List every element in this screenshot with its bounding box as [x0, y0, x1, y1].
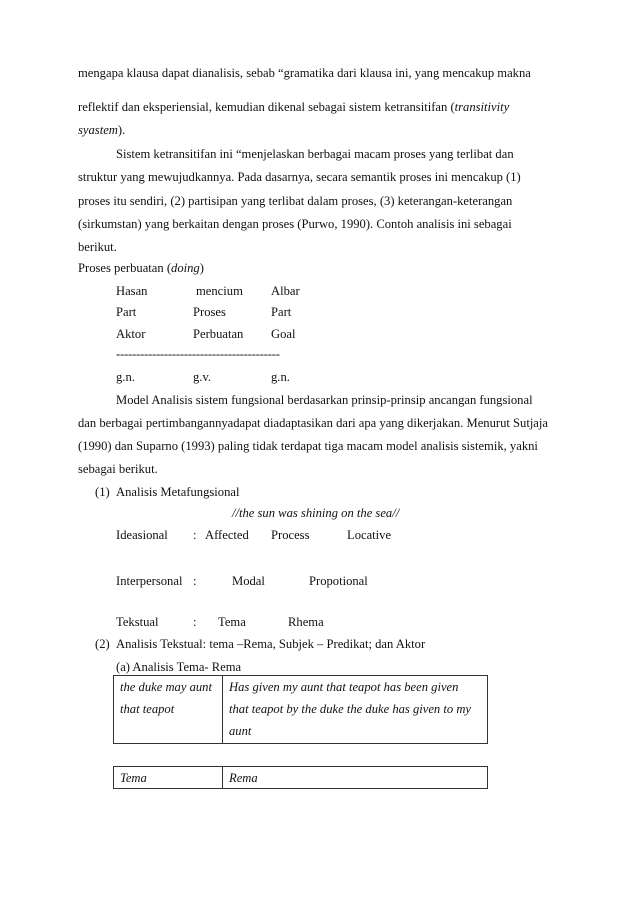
doing-cell: mencium [196, 284, 243, 298]
tema-rema-example-table [113, 675, 488, 744]
meta-cell: Process [271, 528, 310, 542]
para1-line3 [78, 122, 125, 138]
table-cell: that teapot [120, 702, 175, 716]
doing-heading-text: Proses perbuatan ( [78, 261, 172, 275]
list-number: (1) [95, 485, 110, 499]
para1-term-cont: syastem [78, 123, 118, 137]
gloss-cell: g.v. [193, 370, 212, 384]
meta-colon: : [193, 528, 197, 542]
tekstual-subheading: (a) Analisis Tema- Rema [116, 660, 242, 674]
table-divider [222, 767, 223, 788]
gloss-cell: g.n. [271, 370, 290, 384]
para2-line5: berikut. [78, 240, 117, 254]
para1-term: transitivity [454, 100, 510, 114]
tema-rema-label-table [113, 766, 488, 789]
doing-cell: Goal [271, 327, 296, 341]
meta-cell: Modal [232, 574, 265, 588]
meta-label: Tekstual [116, 615, 159, 629]
doing-cell: Hasan [116, 284, 148, 298]
para1-line2-text: reflektif dan eksperiensial, kemudian dikenal sebagai sistem ketransitifan ( [78, 100, 455, 114]
tekstual-title: Analisis Tekstual: tema –Rema, Subjek – Predikat; dan Aktor [116, 637, 426, 651]
meta-cell: Tema [218, 615, 246, 629]
gloss-cell: g.n. [116, 370, 135, 384]
para1-line2 [78, 99, 509, 115]
doing-cell: Part [271, 305, 292, 319]
doing-divider: ----------------------------------------- [116, 347, 280, 361]
doing-cell: Part [116, 305, 137, 319]
doing-cell: Perbuatan [193, 327, 244, 341]
meta-label: Interpersonal [116, 574, 183, 588]
para1-line3-end: ). [117, 123, 126, 137]
para3-line3: (1990) dan Suparno (1993) paling tidak terdapat tiga macam model analisis sistemik, yakni [78, 439, 538, 453]
meta-cell: Locative [347, 528, 392, 542]
para3-line1: Model Analisis sistem fungsional berdasarkan prinsip-prinsip ancangan fungsional [116, 393, 533, 407]
meta-colon: : [193, 615, 197, 629]
meta-cell: Propotional [309, 574, 368, 588]
para2-line3: proses itu sendiri, (2) partisipan yang terlibat dalam proses, (3) keterangan-keterangan [78, 194, 513, 208]
doing-cell: Proses [193, 305, 226, 319]
doing-heading [78, 260, 204, 276]
meta-label: Ideasional [116, 528, 168, 542]
meta-colon: : [193, 574, 197, 588]
meta-cell: Rhema [288, 615, 324, 629]
meta-cell: Affected [205, 528, 249, 542]
meta-example: //the sun was shining on the sea// [232, 506, 400, 520]
doing-cell: Aktor [116, 327, 146, 341]
para3-line2: dan berbagai pertimbangannyadapat diadaptasikan dari apa yang dikerjakan. Menurut Sutjaja [78, 416, 548, 430]
table-cell: aunt [229, 724, 252, 738]
table-divider [222, 676, 223, 743]
table-cell: Rema [229, 771, 258, 785]
meta-title: Analisis Metafungsional [116, 485, 240, 499]
table-cell: Has given my aunt that teapot has been given [229, 680, 459, 694]
para2-line1: Sistem ketransitifan ini “menjelaskan berbagai macam proses yang terlibat dan [116, 147, 514, 161]
table-cell: the duke may aunt [120, 680, 212, 694]
doing-heading-end: ) [199, 261, 204, 275]
table-cell: that teapot by the duke the duke has given to my [229, 702, 472, 716]
para2-line4: (sirkumstan) yang berkaitan dengan proses (Purwo, 1990). Contoh analisis ini sebagai [78, 217, 512, 231]
doing-cell: Albar [271, 284, 300, 298]
para1-line1: mengapa klausa dapat dianalisis, sebab “gramatika dari klausa ini, yang mencakup makna [78, 66, 531, 80]
para2-line2: struktur yang mewujudkannya. Pada dasarnya, secara semantik proses ini mencakup (1) [78, 170, 521, 184]
para3-line4: sebagai berikut. [78, 462, 158, 476]
table-cell: Tema [120, 771, 147, 785]
list-number: (2) [95, 637, 110, 651]
doing-term: doing [171, 261, 200, 275]
